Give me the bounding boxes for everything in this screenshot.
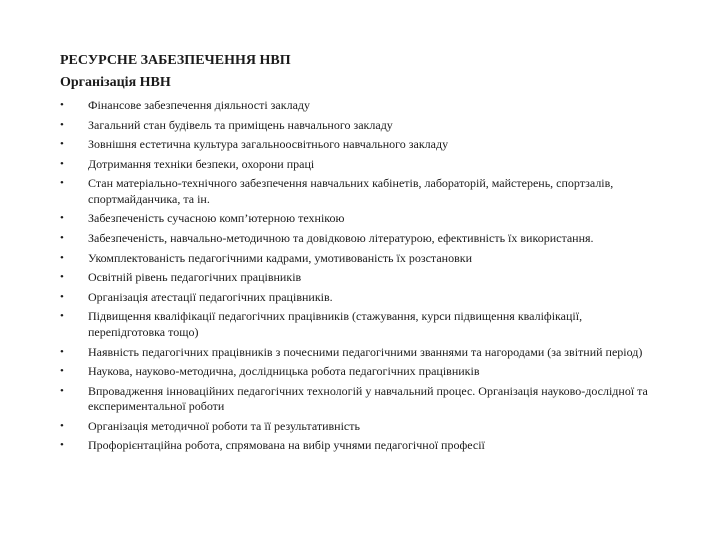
bullet-icon: • [60,157,64,170]
list-item [60,419,660,435]
list-item [60,270,660,286]
list-item [60,438,660,454]
bullet-icon: • [60,99,64,111]
list-item-text: Організація методичної роботи та її результативність [88,418,360,433]
list-item [60,345,660,361]
bullet-icon: • [60,232,64,245]
bullet-icon: • [60,439,64,452]
bullet-icon: • [60,419,64,432]
list-item [60,290,660,306]
bullet-icon: • [60,345,64,358]
bullet-icon: • [60,310,64,323]
list-item-text: Профорієнтаційна робота, спрямована на вибір учнями педагогічної професії [88,438,485,453]
list-item-text: Впровадження інноваційних педагогічних технологій у навчальний процес. Організація науково-дослідної та експериментальної роботи [88,383,648,414]
list-item-text: Підвищення кваліфікації педагогічних працівників (стажування, курси підвищення кваліфікації, перепідготовка тощо) [88,309,583,339]
list-item [60,176,660,207]
list-item-text: Фінансове забезпечення діяльності закладу [88,98,310,112]
list-item [60,231,660,247]
page-title: РЕСУРСНЕ ЗАБЕЗПЕЧЕННЯ НВП [60,53,291,68]
bullet-icon: • [60,290,64,303]
list-item-text: Укомплектованість педагогічними кадрами, умотивованість їх розстановки [88,250,472,265]
list-item-text: Забезпеченість, навчально-методичною та довідковою літературою, ефективність їх використання. [88,231,594,246]
bullet-icon: • [60,138,64,151]
list-item-text: Забезпеченість сучасною комп’ютерною технікою [88,211,345,226]
list-item-text: Наукова, науково-методична, дослідницька робота педагогічних працівників [88,364,480,379]
list-item-text: Організація атестації педагогічних працівників. [88,289,333,304]
list-item [60,118,660,134]
list-item [60,211,660,227]
list-item [60,384,660,415]
list-item [60,137,660,153]
bullet-icon: • [60,177,64,190]
section-subtitle: Організація НВН [60,75,171,90]
list-item [60,309,660,340]
bullet-icon: • [60,384,64,397]
list-item-text: Наявність педагогічних працівників з почесними педагогічними званнями та нагородами (за звітний період) [88,344,643,359]
resource-list [60,98,660,454]
list-item [60,98,660,114]
bullet-icon: • [60,212,64,225]
list-item-text: Освітній рівень педагогічних працівників [88,270,302,285]
bullet-icon: • [60,271,64,284]
list-item-text: Дотримання техніки безпеки, охорони праці [88,156,315,171]
document-page [60,52,660,458]
bullet-icon: • [60,251,64,264]
list-item [60,251,660,267]
list-item [60,364,660,380]
list-item [60,157,660,173]
list-item-text: Стан матеріально-технічного забезпечення навчальних кабінетів, лабораторій, майстерень, спортзалів, спортмайданчика, та ін. [88,176,614,206]
list-item-text: Зовнішня естетична культура загальноосвітнього навчального закладу [88,137,449,152]
list-item-text: Загальний стан будівель та приміщень навчального закладу [88,117,393,132]
bullet-icon: • [60,365,64,378]
bullet-icon: • [60,118,64,131]
